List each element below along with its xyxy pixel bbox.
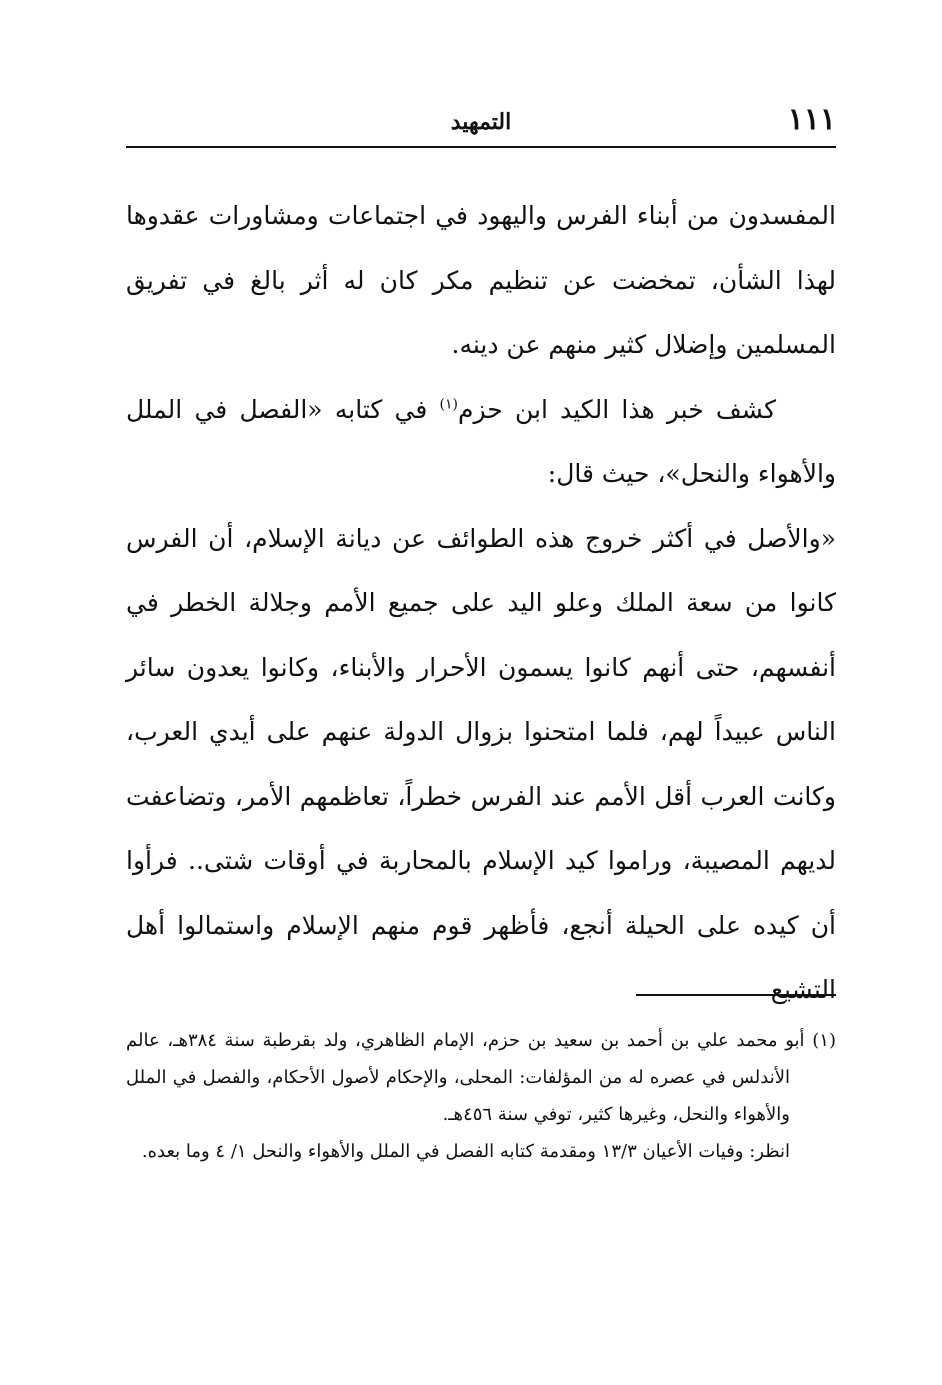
paragraph-3-quote: «والأصل في أكثر خروج هذه الطوائف عن ديانة الإسلام، أن الفرس كانوا من سعة الملك وعلو اليد على جميع الأمم وجلالة الخطر في أنفسهم، حتى أنهم كانوا يسمون الأحرار والأبناء، وكانوا يعدون سائر الناس عبيداً لهم، فلما امتحنوا بزوال الدولة عنهم على أيدي العرب، وكانت العرب أقل الأمم عند الفرس خطراً، تعاظمهم الأمر، وتضاعفت لديهم المصيبة، وراموا كيد الإسلام بالمحاربة في أوقات شتى.. فرأوا أن كيده على الحيلة أنجع، فأظهر قوم منهم الإسلام واستمالوا أهل التشيع xyxy=(126,523,836,1004)
paragraph-1: المفسدون من أبناء الفرس واليهود في اجتماعات ومشاورات عقدوها لهذا الشأن، تمخضت عن تنظيم مكر كان له أثر بالغ في تفريق المسلمين وإضلال كثير منهم عن دينه. xyxy=(126,201,836,359)
main-text xyxy=(126,184,836,1023)
footnotes xyxy=(126,1022,836,1170)
header-rule xyxy=(126,146,836,148)
footnote-rule xyxy=(636,994,836,996)
footnote-1: (١) أبو محمد علي بن أحمد بن سعيد بن حزم، الإمام الظاهري، ولد بقرطبة سنة ٣٨٤هـ، عالم الأندلس في عصره له من المؤلفات: المحلى، والإحكام لأصول الأحكام، والفصل في الملل والأهواء والنحل، وغيرها كثير، توفي سنة ٤٥٦هـ. xyxy=(126,1030,836,1125)
running-title: التمهيد xyxy=(450,109,512,135)
paragraph-2-text-start: كشف خبر هذا الكيد ابن حزم xyxy=(458,394,777,424)
footnote-reference[interactable]: (١) xyxy=(439,396,458,413)
footnote-1-reference: انظر: وفيات الأعيان ١٣/٣ ومقدمة كتابه الفصل في الملل والأهواء والنحل ١/ ٤ وما بعده. xyxy=(141,1141,790,1162)
page-header xyxy=(126,100,836,146)
paragraph-2-text-end: في كتابه «الفصل في الملل والأهواء والنحل»، حيث قال: xyxy=(126,394,836,488)
paragraph-2 xyxy=(126,378,836,507)
page-number: ١١١ xyxy=(787,102,836,137)
